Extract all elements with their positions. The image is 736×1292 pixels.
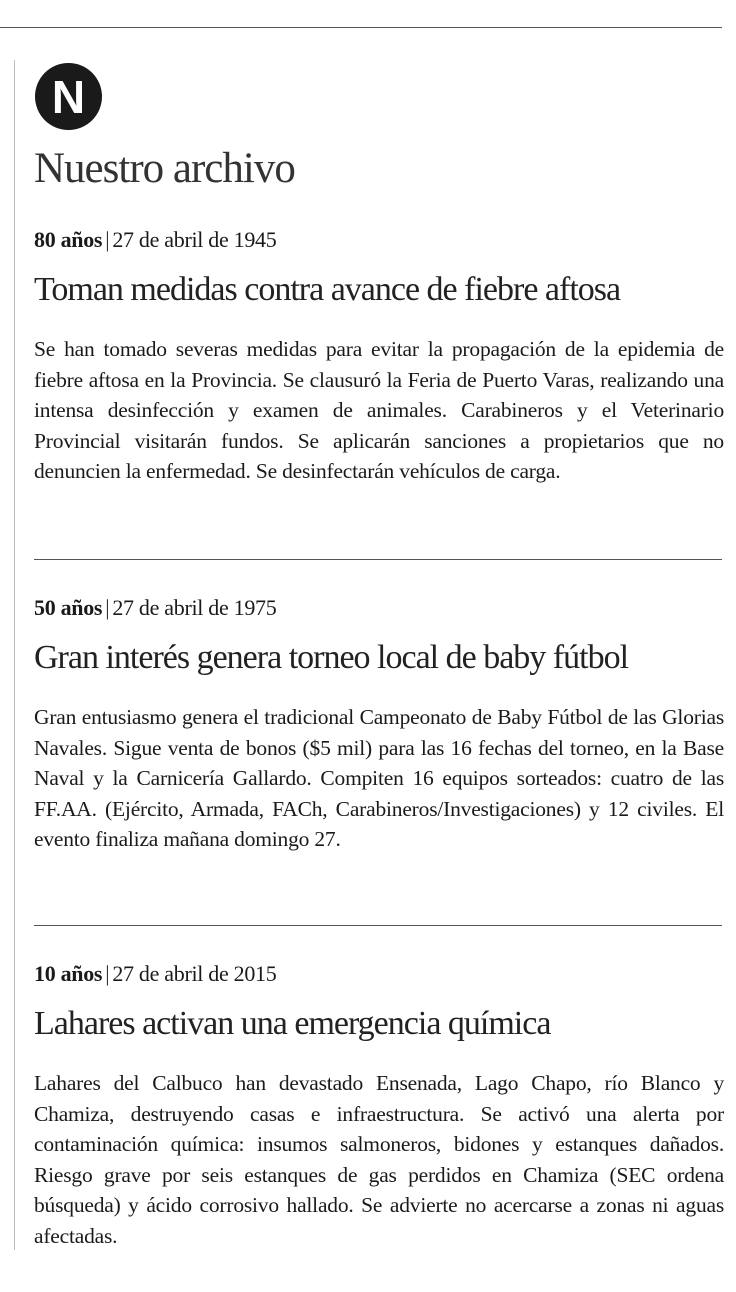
- entry-divider: [34, 559, 722, 560]
- archive-entry-10-years: [34, 960, 724, 1251]
- entry-body: Se han tomado severas medidas para evitar la propagación de la epidemia de fiebre aftosa en la Provincia. Se clausuró la Feria de Puerto Varas, realizando una intensa desinfección y examen de animales. Carabineros y el Veterinario Provincial visitarán fundos. Se aplicarán sanciones a propietarios que no denuncien la enfermedad. Se desinfectarán vehículos de carga.: [34, 337, 724, 483]
- top-rule: [0, 27, 722, 28]
- entry-years: 10 años: [34, 961, 103, 986]
- badge-letter: N: [51, 70, 86, 123]
- entry-separator: |: [105, 961, 110, 986]
- entry-divider: [34, 925, 722, 926]
- entry-years: 50 años: [34, 595, 103, 620]
- entry-date: 27 de abril de 1945: [112, 227, 277, 252]
- entry-date: 27 de abril de 1975: [112, 595, 277, 620]
- entry-meta: [34, 226, 724, 254]
- entry-headline: Gran interés genera torneo local de baby fútbol: [34, 639, 629, 676]
- entry-headline: Lahares activan una emergencia química: [34, 1005, 551, 1042]
- entry-meta: [34, 960, 724, 988]
- entry-headline: Toman medidas contra avance de fiebre aftosa: [34, 271, 621, 308]
- entry-body: Lahares del Calbuco han devastado Ensenada, Lago Chapo, río Blanco y Chamiza, destruyendo casas e infraestructura. Se activó una alerta por contaminación química: insumos salmoneros, bidones y estanques dañados. Riesgo grave por seis estanques de gas perdidos en Chamiza (SEC ordena búsqueda) y ácido corrosivo hallado. Se advierte no acercarse a zonas ni aguas afectadas.: [34, 1071, 724, 1248]
- entry-separator: |: [105, 227, 110, 252]
- section-badge-n-icon: [35, 63, 102, 130]
- archive-entry-80-years: [34, 226, 724, 487]
- archive-entry-50-years: [34, 594, 724, 855]
- column-side-rule: [14, 60, 15, 1250]
- entry-years: 80 años: [34, 227, 103, 252]
- section-title: Nuestro archivo: [34, 145, 295, 192]
- entry-separator: |: [105, 595, 110, 620]
- entry-body: Gran entusiasmo genera el tradicional Campeonato de Baby Fútbol de las Glorias Navales. Sigue venta de bonos ($5 mil) para las 16 fechas del torneo, en la Base Naval y la Carnicería Gallardo. Compiten 16 equipos sorteados: cuatro de las FF.AA. (Ejército, Armada, FACh, Carabineros/Investigaciones) y 12 civiles. El evento finaliza mañana domingo 27.: [34, 705, 724, 851]
- entry-date: 27 de abril de 2015: [112, 961, 277, 986]
- entry-meta: [34, 594, 724, 622]
